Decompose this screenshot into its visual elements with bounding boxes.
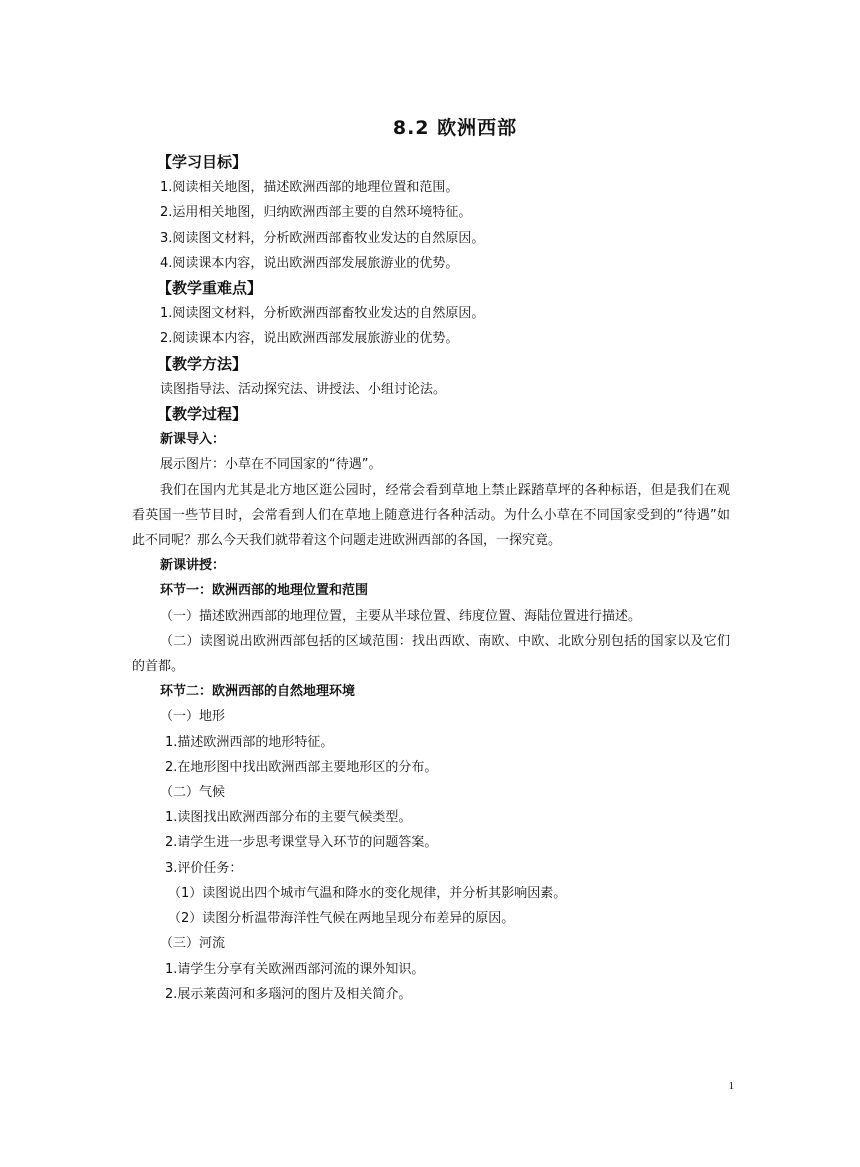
river-item: 2.展示莱茵河和多瑙河的图片及相关简介。	[165, 986, 412, 1002]
terrain-heading: （一）地形	[160, 709, 226, 725]
intro-label: 新课导入：	[160, 432, 226, 448]
terrain-item: 2.在地形图中找出欧洲西部主要地形区的分布。	[165, 759, 438, 775]
objective-item: 1.阅读相关地图，描述欧洲西部的地理位置和范围。	[160, 180, 459, 196]
part1-item: （一）描述欧洲西部的地理位置，主要从半球位置、纬度位置、海陆位置进行描述。	[160, 608, 642, 624]
section-heading-key-points: 【教学重难点】	[157, 279, 263, 298]
climate-item: 1.读图找出欧洲西部分布的主要气候类型。	[165, 810, 412, 826]
part1-item: （二）读图说出欧洲西部包括的区域范围：找出西欧、南欧、中欧、北欧分别包括的国家以及它们的首都。	[132, 633, 730, 675]
river-item: 1.请学生分享有关欧洲西部河流的课外知识。	[165, 961, 425, 977]
section-heading-methods: 【教学方法】	[157, 354, 248, 373]
part1-heading: 环节一：欧洲西部的地理位置和范围	[160, 583, 369, 599]
objective-item: 2.运用相关地图，归纳欧洲西部主要的自然环境特征。	[160, 205, 472, 221]
intro-show-text: 展示图片：小草在不同国家的“待遇”。	[160, 457, 382, 473]
section-heading-process: 【教学过程】	[157, 405, 248, 424]
document-title: 8.2 欧洲西部	[392, 117, 518, 139]
objective-item: 3.阅读图文材料，分析欧洲西部畜牧业发达的自然原因。	[160, 230, 485, 246]
lecture-label: 新课讲授：	[160, 558, 226, 574]
part2-heading: 环节二：欧洲西部的自然地理环境	[160, 684, 356, 700]
methods-text: 读图指导法、活动探究法、讲授法、小组讨论法。	[160, 381, 447, 397]
terrain-item: 1.描述欧洲西部的地形特征。	[165, 734, 334, 750]
climate-heading: （二）气候	[160, 785, 226, 801]
climate-item: 3.评价任务：	[165, 860, 243, 876]
climate-task: （1）读图说出四个城市气温和降水的变化规律，并分析其影响因素。	[168, 885, 567, 901]
page-number: 1	[728, 1080, 734, 1092]
climate-item: 2.请学生进一步思考课堂导入环节的问题答案。	[165, 835, 438, 851]
climate-task: （2）读图分析温带海洋性气候在两地呈现分布差异的原因。	[168, 911, 515, 927]
document-body	[132, 150, 732, 1007]
section-heading-objectives: 【学习目标】	[157, 153, 248, 171]
key-point-item: 1.阅读图文材料，分析欧洲西部畜牧业发达的自然原因。	[160, 306, 485, 322]
river-heading: （三）河流	[160, 936, 226, 952]
objective-item: 4.阅读课本内容，说出欧洲西部发展旅游业的优势。	[160, 255, 459, 271]
intro-paragraph: 我们在国内尤其是北方地区逛公园时，经常会看到草地上禁止踩踏草坪的各种标语，但是我们在观看英国一些节目时，会常看到人们在草地上随意进行各种活动。为什么小草在不同国家受到的“待遇”如此不同呢？那么今天我们就带着这个问题走进欧洲西部的各国，一探究竟。	[132, 482, 730, 549]
key-point-item: 2.阅读课本内容，说出欧洲西部发展旅游业的优势。	[160, 331, 459, 347]
